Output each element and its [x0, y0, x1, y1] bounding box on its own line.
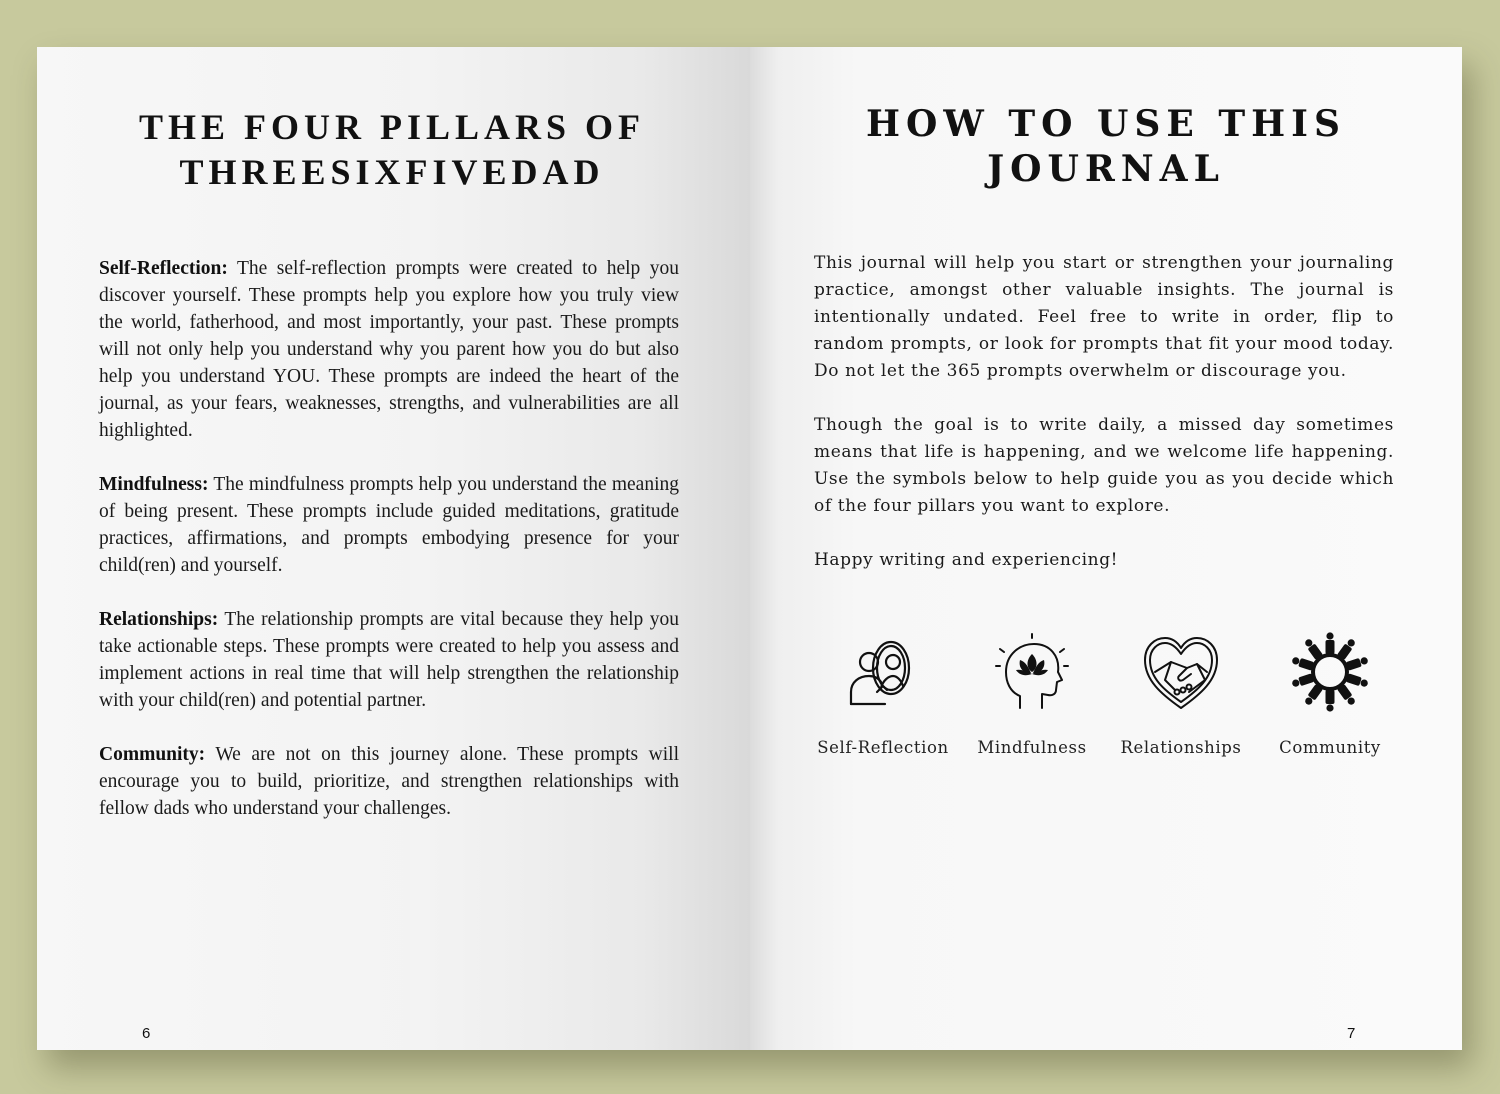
instructions-paragraph: Though the goal is to write daily, a missed day sometimes means that life is happening, and we welcome life happening. Use the symbols below to help guide you as you decide which of the four pillars you want to explore. — [814, 415, 1394, 516]
left-page — [37, 47, 750, 1050]
instructions-paragraph: Happy writing and experiencing! — [814, 550, 1119, 570]
instructions — [814, 250, 1394, 601]
section-community — [99, 741, 679, 822]
mirror-reflection-icon — [843, 632, 923, 712]
pillar-community — [1255, 632, 1405, 757]
right-page — [750, 47, 1462, 1050]
right-page-title — [850, 102, 1362, 192]
right-title-line1: HOW TO USE THIS — [865, 103, 1347, 145]
section-term: Relationships: — [99, 609, 219, 630]
pillars-description — [99, 255, 679, 849]
page-number-left: 6 — [142, 1025, 151, 1042]
section-text: The self-reflection prompts were created to help you discover yourself. These prompts help you explore how you truly view the world, fatherhood, and most importantly, your past. These prompts will not only help you understand why you parent how you do but also help you understand YOU. These prompts are indeed the heart of the journal, as your fears, weaknesses, strengths, and vulnerabilities are all highlighted. — [99, 258, 680, 441]
pillar-label: Self-Reflection — [817, 738, 949, 757]
pillar-relationships — [1106, 632, 1256, 757]
pillar-label: Mindfulness — [977, 738, 1087, 757]
section-term: Mindfulness: — [99, 474, 209, 495]
heart-handshake-icon — [1141, 632, 1221, 712]
pillar-mindfulness — [957, 632, 1107, 757]
section-mindfulness — [99, 471, 679, 579]
right-title-line2: JOURNAL — [987, 148, 1225, 190]
pillar-self-reflection — [808, 632, 958, 757]
lotus-head-icon — [992, 632, 1072, 712]
section-self-reflection — [99, 255, 679, 444]
left-title-line2: THREESIXFIVEDAD — [179, 152, 605, 192]
pillar-label: Relationships — [1120, 738, 1242, 757]
section-text: We are not on this journey alone. These prompts will encourage you to build, prioritize, and strengthen relationships with fellow dads who understand your challenges. — [99, 744, 679, 819]
section-text: The mindfulness prompts help you understand the meaning of being present. These prompts include guided meditations, gratitude practices, affirmations, and prompts embodying presence for your child(ren) and yourself. — [99, 474, 679, 576]
pillar-symbols — [808, 632, 1408, 772]
page-number-right: 7 — [1347, 1025, 1356, 1042]
left-page-title — [97, 105, 687, 195]
section-term: Self-Reflection: — [99, 258, 228, 279]
book-spread — [37, 47, 1462, 1050]
pillar-label: Community — [1279, 738, 1381, 757]
section-term: Community: — [99, 744, 206, 765]
section-relationships — [99, 606, 679, 714]
people-circle-icon — [1285, 632, 1375, 712]
section-text: The relationship prompts are vital because they help you take actionable steps. These prompts were created to help you assess and implement actions in real time that will help strengthen the relationship with your child(ren) and potential partner. — [99, 609, 679, 711]
instructions-paragraph: This journal will help you start or strengthen your journaling practice, amongst other valuable insights. The journal is intentionally undated. Feel free to write in order, flip to random prompts, or look for prompts that fit your mood today. Do not let the 365 prompts overwhelm or discourage you. — [814, 253, 1394, 381]
left-title-line1: THE FOUR PILLARS OF — [138, 107, 646, 147]
